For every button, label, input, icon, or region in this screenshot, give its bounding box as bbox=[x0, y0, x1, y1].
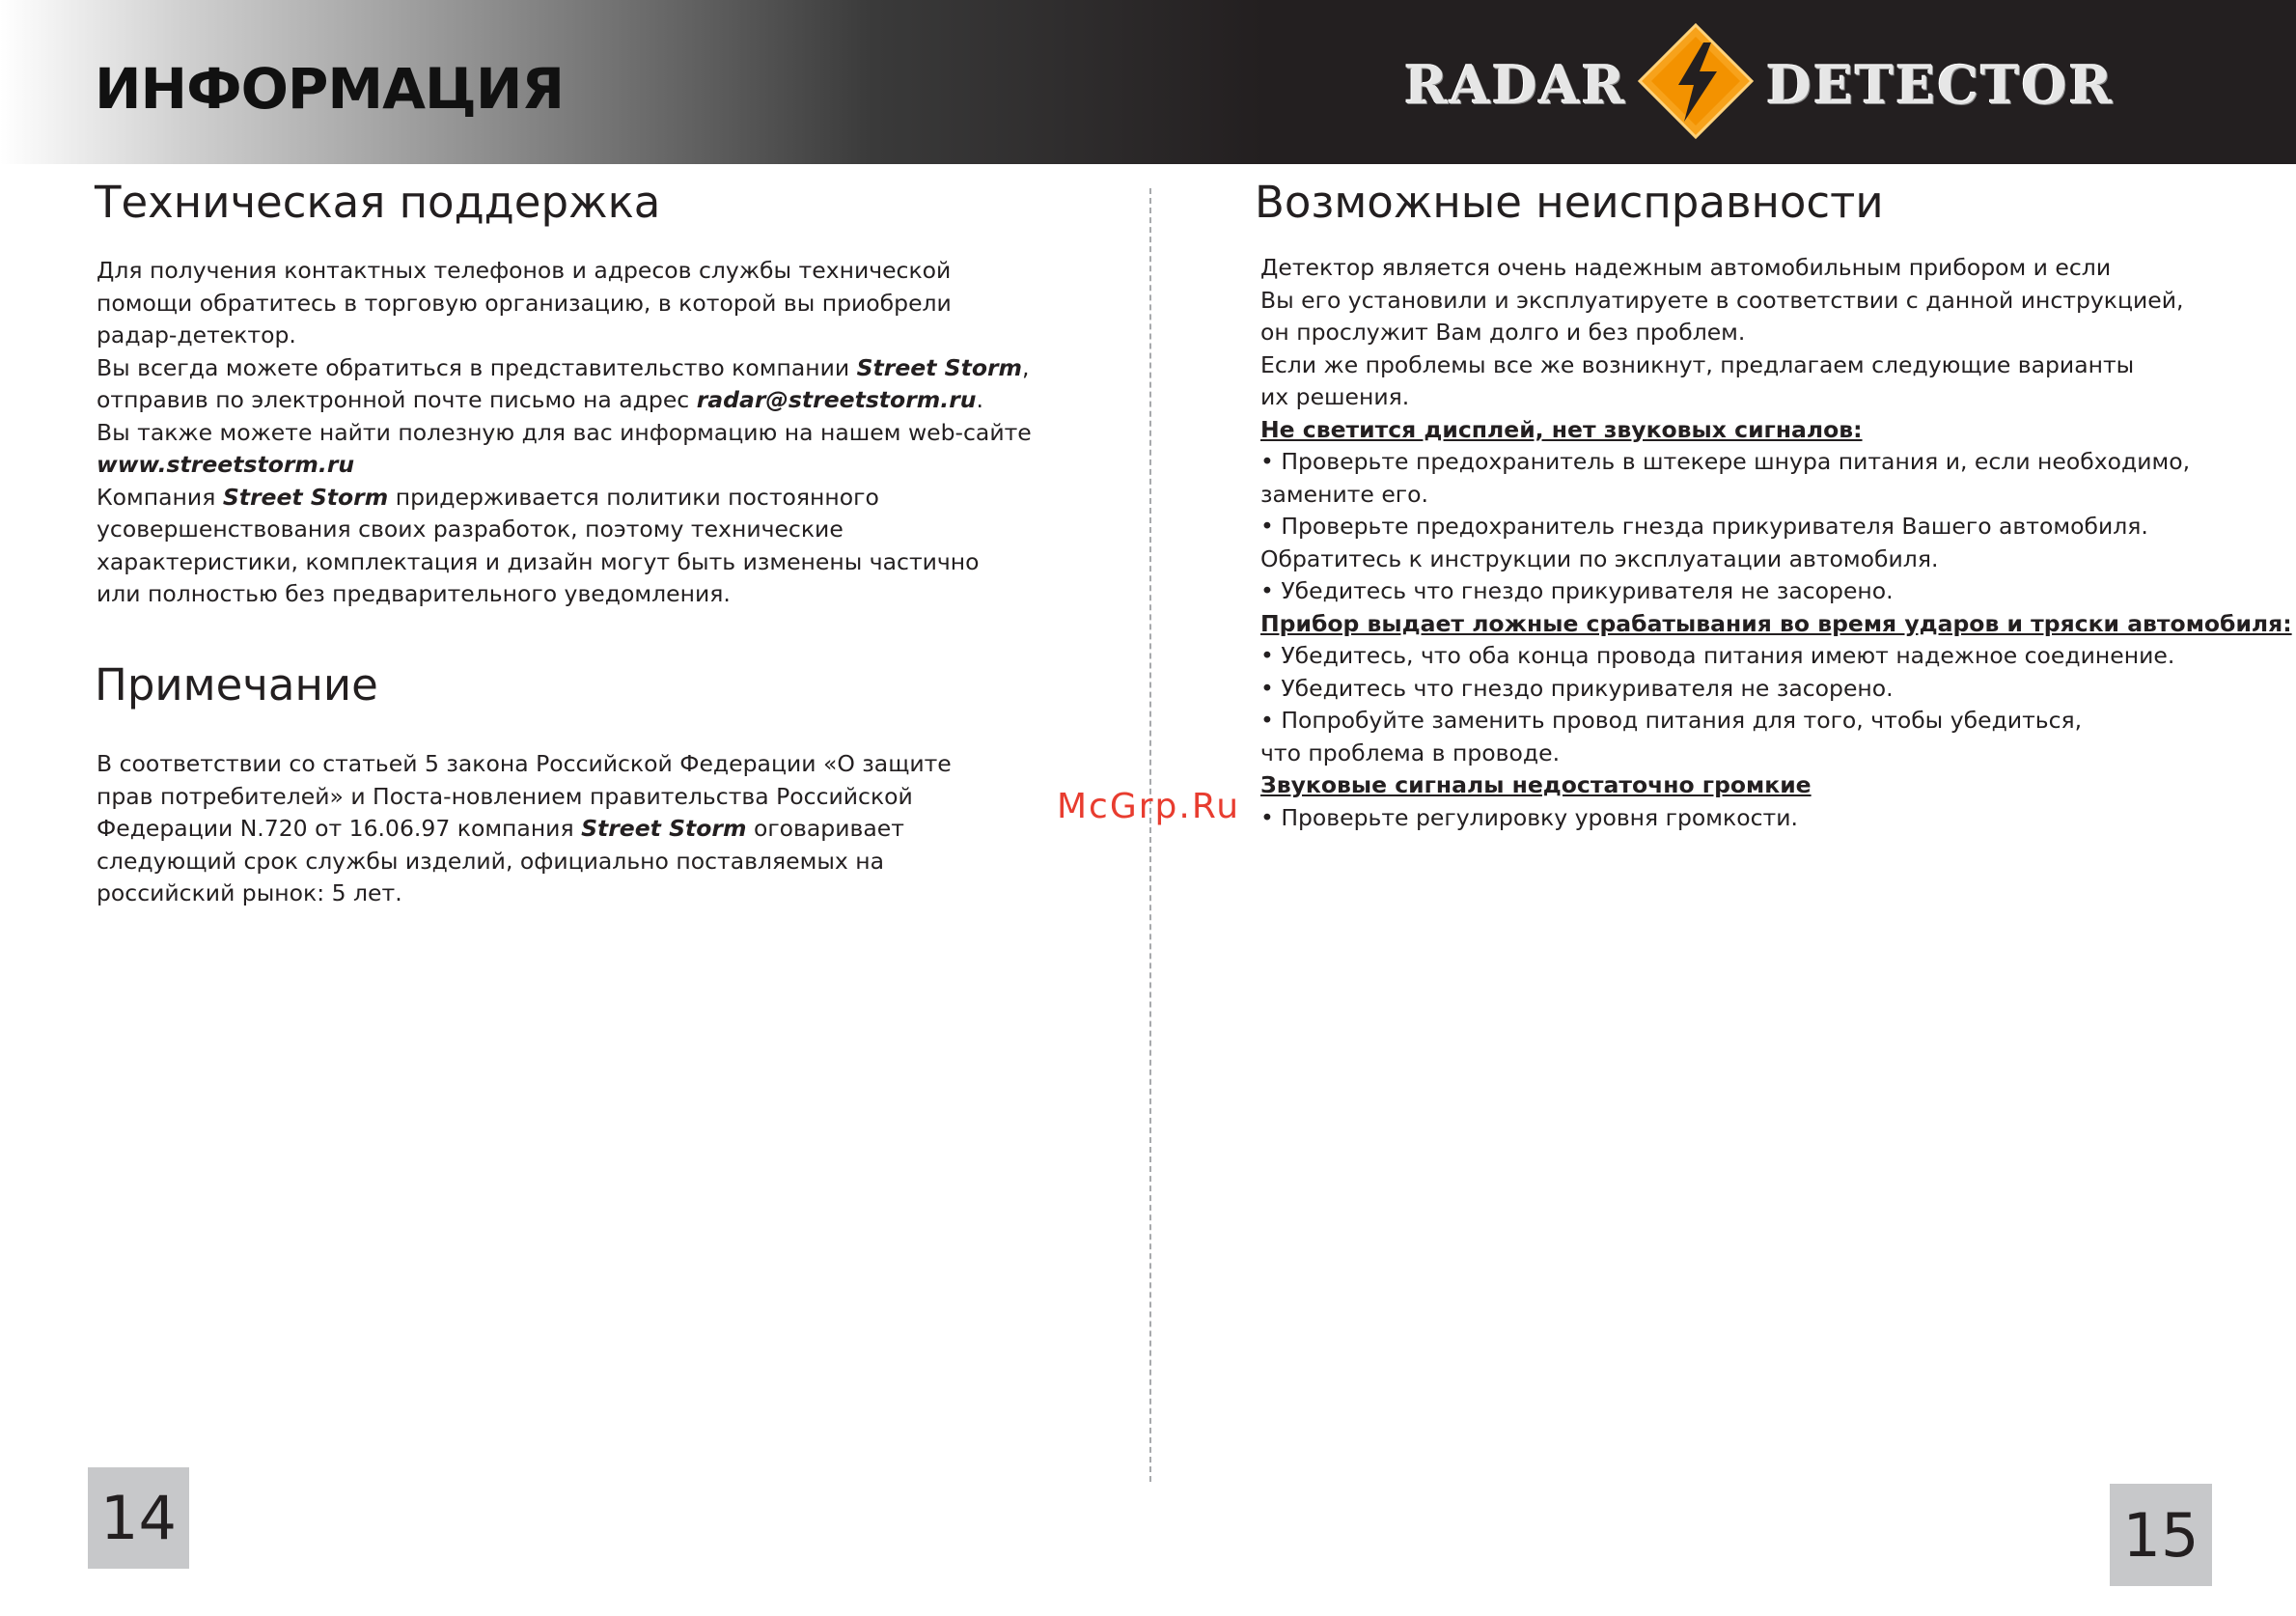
text-line: следующий срок службы изделий, официально поставляемых на bbox=[97, 847, 885, 875]
text-line: Вы всегда можете обратиться в представительство компании Street Storm, bbox=[97, 353, 1030, 381]
problem-heading: Звуковые сигналы недостаточно громкие bbox=[1260, 771, 1812, 798]
text-line: • Проверьте предохранитель гнезда прикуривателя Вашего автомобиля. bbox=[1260, 513, 2148, 540]
text-line: • Убедитесь что гнездо прикуривателя не засорено. bbox=[1260, 577, 1894, 604]
text-line: или полностью без предварительного уведомления. bbox=[97, 580, 731, 607]
page-number-left: 14 bbox=[88, 1467, 189, 1569]
text-line: Детектор является очень надежным автомобильным прибором и если bbox=[1260, 254, 2112, 281]
text-line: что проблема в проводе. bbox=[1260, 738, 1561, 766]
text-line: В соответствии со статьей 5 закона Российской Федерации «О защите bbox=[97, 750, 952, 777]
company-name: Street Storm bbox=[581, 815, 747, 842]
text-line: замените его. bbox=[1260, 480, 1428, 508]
text-line: Компания Street Storm придерживается политики постоянного bbox=[97, 483, 879, 511]
header-banner bbox=[0, 0, 2296, 164]
page-number-right: 15 bbox=[2110, 1484, 2212, 1586]
logo-text-detector: DETECTOR bbox=[1766, 54, 2115, 116]
tech-support-title: Техническая поддержка bbox=[95, 177, 661, 228]
text-line bbox=[97, 449, 1032, 482]
text-line: радар-детектор. bbox=[97, 321, 296, 348]
problem-heading: Не светится дисплей, нет звуковых сигналов: bbox=[1260, 415, 1863, 443]
problem-heading: Прибор выдает ложные срабатывания во время ударов и тряски автомобиля: bbox=[1260, 609, 2292, 637]
text-line: он прослужит Вам долго и без проблем. bbox=[1260, 319, 1746, 346]
text-line: • Убедитесь что гнездо прикуривателя не засорено. bbox=[1260, 674, 1894, 702]
text-line: их решения. bbox=[1260, 383, 1410, 410]
text-line: прав потребителей» и Поста-новлением правительства Российской bbox=[97, 782, 913, 810]
company-name: Street Storm bbox=[222, 483, 389, 511]
text-line: российский рынок: 5 лет. bbox=[97, 879, 402, 906]
text-line: Вы также можете найти полезную для вас информацию на нашем web-сайте bbox=[97, 418, 1032, 446]
text-line: Если же проблемы все же возникнут, предлагаем следующие варианты bbox=[1260, 350, 2135, 378]
text-line: • Проверьте предохранитель в штекере шнура питания и, если необходимо, bbox=[1260, 448, 2191, 475]
site-watermark: McGrp.Ru bbox=[1057, 787, 1241, 826]
logo-text-radar: RADAR bbox=[1404, 54, 1627, 116]
text-line: отправив по электронной почте письмо на адрес radar@streetstorm.ru. bbox=[97, 386, 983, 413]
malfunctions-title: Возможные неисправности bbox=[1255, 177, 1884, 228]
lightning-diamond-icon bbox=[1636, 21, 1757, 142]
text-line: Обратитесь к инструкции по эксплуатации автомобиля. bbox=[1260, 544, 1939, 572]
text-line: • Попробуйте заменить провод питания для того, чтобы убедиться, bbox=[1260, 707, 2083, 734]
text-line: помощи обратитесь в торговую организацию, в которой вы приобрели bbox=[97, 289, 952, 317]
text-line: • Убедитесь, что оба конца провода питания имеют надежное соединение. bbox=[1260, 642, 2175, 669]
note-title: Примечание bbox=[95, 659, 378, 710]
company-name: Street Storm bbox=[856, 353, 1023, 381]
text-line: Федерации N.720 от 16.06.97 компания Street Storm оговаривает bbox=[97, 815, 904, 842]
page-title: ИНФОРМАЦИЯ bbox=[95, 56, 565, 122]
text-line: • Проверьте регулировку уровня громкости. bbox=[1260, 803, 1798, 831]
text-line: характеристики, комплектация и дизайн могут быть изменены частично bbox=[97, 547, 980, 575]
tech-support-text bbox=[97, 255, 1032, 611]
text-line: усовершенствования своих разработок, поэтому технические bbox=[97, 515, 844, 543]
website-url: www.streetstorm.ru bbox=[97, 451, 355, 478]
radar-detector-logo bbox=[1404, 21, 2115, 142]
malfunctions-text bbox=[1260, 252, 2292, 834]
support-email: radar@streetstorm.ru bbox=[696, 386, 977, 413]
page-divider bbox=[1149, 188, 1151, 1482]
text-line: Для получения контактных телефонов и адресов службы технической bbox=[97, 257, 952, 284]
note-text bbox=[97, 748, 952, 910]
text-line: Вы его установили и эксплуатируете в соответствии с данной инструкцией, bbox=[1260, 286, 2184, 314]
